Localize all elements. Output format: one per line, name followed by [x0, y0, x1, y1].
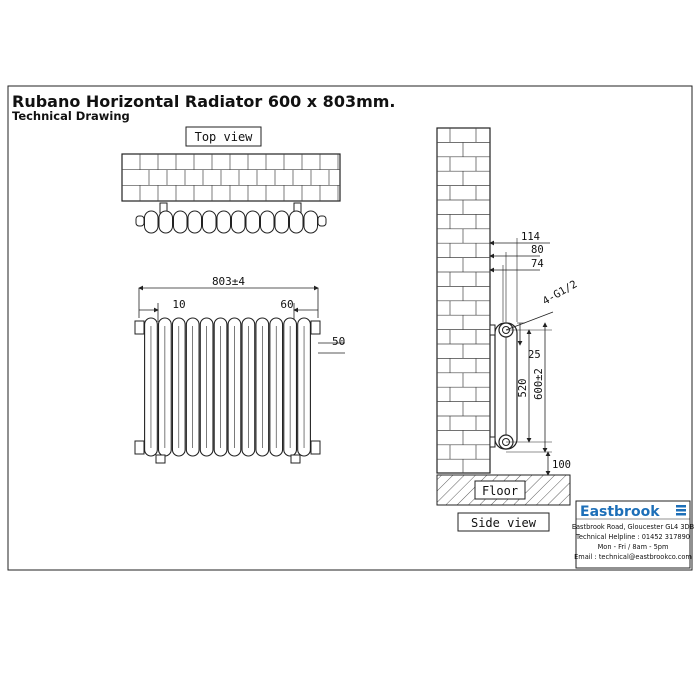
top-view-tube: [304, 211, 318, 233]
dim-114-label: 114: [521, 231, 540, 243]
top-view-tube: [275, 211, 289, 233]
wall-bracket-top: [490, 325, 495, 335]
top-view-tube: [203, 211, 217, 233]
top-view-tube: [232, 211, 246, 233]
front-view: [135, 275, 345, 463]
company-address: Eastbrook Road, Gloucester GL4 3DB: [571, 523, 695, 531]
brand-logo-icon: [676, 505, 686, 516]
side-view-label: Side view: [470, 516, 537, 530]
left-offset-label: 10: [172, 298, 186, 311]
top-view-label: Top view: [194, 130, 253, 144]
connection-leader-line: [506, 312, 553, 330]
foot-left: [156, 455, 165, 463]
dim-600-label: 600±2: [533, 368, 545, 400]
top-view-tube: [159, 211, 173, 233]
top-view-tube: [290, 211, 304, 233]
valve-bottom-right: [311, 441, 320, 454]
valve-top-right: [311, 321, 320, 334]
top-view-wall-section: [122, 154, 340, 201]
dim-520-label: 520: [517, 378, 529, 398]
contact-email: Email : technical@eastbrookco.com: [574, 553, 692, 561]
front-view-columns: [145, 318, 311, 456]
depth-dimension-label: 50: [332, 335, 346, 348]
valve-bottom-left: [135, 441, 144, 454]
top-view-tube: [246, 211, 260, 233]
dim-80-label: 80: [531, 244, 544, 256]
top-view-tube: [145, 211, 159, 233]
technical-helpline: Technical Helpline : 01452 317890: [576, 533, 690, 541]
top-view-tube: [188, 211, 202, 233]
opening-hours: Mon - Fri / 8am - 5pm: [597, 543, 669, 551]
top-view-tubes: [136, 211, 326, 233]
dim-25-label: 25: [528, 349, 541, 361]
drawing-title: Rubano Horizontal Radiator 600 x 803mm.: [12, 92, 396, 111]
floor-label: Floor: [481, 484, 519, 498]
drawing-border: [8, 86, 692, 570]
top-view-tube: [174, 211, 188, 233]
top-view-tube: [217, 211, 231, 233]
side-view: [437, 128, 579, 531]
title-block: [572, 501, 695, 568]
connection-spec-label: 4-G1/2: [540, 278, 580, 308]
valve-top-left: [135, 321, 144, 334]
dim-74-label: 74: [531, 258, 544, 270]
brand-name: Eastbrook: [580, 504, 660, 520]
top-view-tube: [261, 211, 275, 233]
dim-100-label: 100: [552, 459, 571, 471]
top-view: [122, 127, 340, 233]
right-offset-label: 60: [280, 298, 294, 311]
foot-right: [291, 455, 300, 463]
drawing-subtitle: Technical Drawing: [12, 109, 130, 123]
width-dimension-label: 803±4: [211, 275, 246, 288]
wall-bracket-bottom: [490, 437, 495, 447]
